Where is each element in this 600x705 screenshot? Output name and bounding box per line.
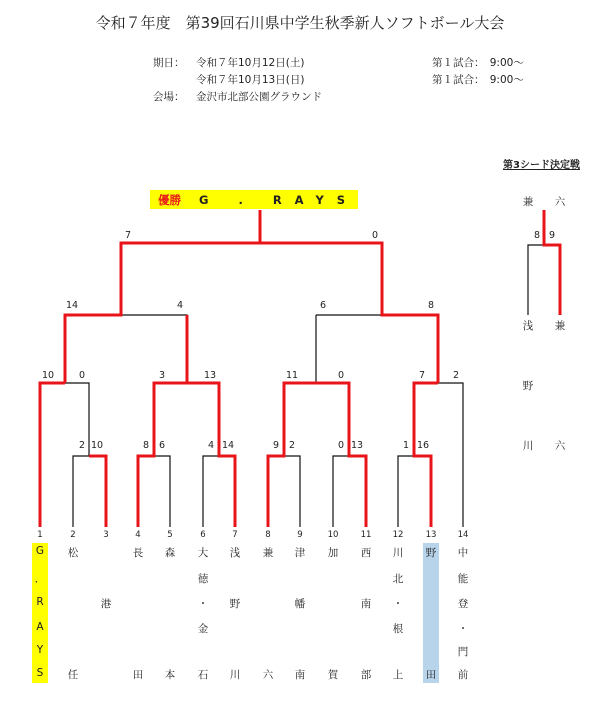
page-title: 令和７年度 第39回石川県中学生秋季新人ソフトボール大会 (95, 14, 505, 32)
team-name-char: 川 (229, 669, 241, 681)
bracket-lines (40, 243, 560, 527)
team-name-char: 野 (229, 598, 241, 610)
seed-left-char: 浅 (522, 320, 534, 332)
team-name-char: 大 (197, 547, 209, 559)
team-name-char: 徳 (197, 573, 209, 585)
team-name-char: ・ (392, 598, 404, 610)
r1-score: 4 (207, 440, 215, 451)
team-name-char: 長 (132, 547, 144, 559)
team-name-char: S (36, 667, 44, 679)
seed-score-left: 8 (533, 230, 541, 241)
quarter-score: 2 (452, 370, 460, 381)
semi-score: 6 (319, 300, 327, 311)
slot-number: 8 (265, 530, 271, 540)
slot-number: 2 (70, 530, 76, 540)
venue: 金沢市北部公園グラウンド (196, 91, 322, 103)
team-column (162, 543, 178, 683)
team-name-char: 田 (132, 669, 144, 681)
seed-score-right: 9 (548, 230, 556, 241)
r1-score: 8 (142, 440, 150, 451)
team-name-char: 賀 (327, 669, 339, 681)
venue-label: 会場： (153, 91, 185, 103)
slot-number: 13 (425, 530, 437, 540)
seed-match-title: 第3シード決定戦 (503, 160, 580, 171)
team-name-char: 前 (457, 669, 469, 681)
team-name-char: 石 (197, 669, 209, 681)
r1-score: 10 (90, 440, 104, 451)
slot-number: 11 (360, 530, 372, 540)
quarter-score: 0 (78, 370, 86, 381)
r1-score: 9 (272, 440, 280, 451)
team-name-char: 兼 (262, 547, 274, 559)
slot-number: 1 (37, 530, 43, 540)
team-name-char: Y (36, 644, 44, 656)
r1-score: 13 (350, 440, 364, 451)
r1-score: 2 (288, 440, 296, 451)
team-column (195, 543, 211, 683)
team-name-char: 中 (457, 547, 469, 559)
team-name-char: 任 (67, 669, 79, 681)
semi-score: 4 (176, 300, 184, 311)
team-name-char: 森 (164, 547, 176, 559)
slot-number: 6 (200, 530, 206, 540)
team-name-char: 南 (294, 669, 306, 681)
quarter-score: 7 (418, 370, 426, 381)
team-name-char: 本 (164, 669, 176, 681)
team-column (32, 543, 48, 683)
first-game-time-2: 第１試合： 9:00～ (432, 74, 524, 86)
team-name-char: 門 (457, 646, 469, 658)
quarter-score: 13 (203, 370, 217, 381)
final-score-right: 0 (371, 230, 379, 241)
team-name-char: 港 (100, 598, 112, 610)
quarter-score: 11 (285, 370, 299, 381)
seed-left-char: 川 (522, 440, 534, 452)
team-name-char: 川 (392, 547, 404, 559)
quarter-score: 0 (337, 370, 345, 381)
slot-number: 3 (103, 530, 109, 540)
r1-score: 16 (416, 440, 430, 451)
team-name-char: 上 (392, 669, 404, 681)
team-name-char: ・ (457, 623, 469, 635)
team-name-char: 六 (262, 669, 274, 681)
team-name-char: 津 (294, 547, 306, 559)
team-name-char: G (35, 545, 45, 557)
team-name-char: 野 (425, 547, 437, 559)
team-name-char: 松 (67, 547, 79, 559)
team-name-char: 加 (327, 547, 339, 559)
semi-score: 14 (65, 300, 79, 311)
r1-score: 6 (158, 440, 166, 451)
quarter-score: 10 (41, 370, 55, 381)
team-name-char: 南 (360, 598, 372, 610)
slot-number: 12 (392, 530, 404, 540)
slot-number: 4 (135, 530, 141, 540)
seed-right-char: 兼 (554, 320, 566, 332)
team-column (292, 543, 308, 683)
date-label: 期日： (153, 57, 185, 69)
team-name-char: 西 (360, 547, 372, 559)
team-name-char: 幡 (294, 598, 306, 610)
first-game-time-1: 第１試合： 9:00～ (432, 57, 524, 69)
team-name-char: 浅 (229, 547, 241, 559)
slot-number: 14 (457, 530, 469, 540)
winner-label: 優勝 (158, 192, 181, 207)
team-name-char: 登 (457, 598, 469, 610)
winner-team-name: G . RAYS (199, 192, 359, 207)
team-name-char: 金 (197, 623, 209, 635)
team-name-char: ． (34, 573, 46, 585)
team-column (260, 543, 276, 683)
team-name-char: 根 (392, 623, 404, 635)
seed-left-char: 野 (522, 380, 534, 392)
team-column (423, 543, 439, 683)
team-name-char: A (36, 621, 44, 633)
team-name-char: 能 (457, 573, 469, 585)
team-column (390, 543, 406, 683)
r1-score: 2 (78, 440, 86, 451)
team-name-char: R (36, 596, 44, 608)
date-1: 令和７年10月12日(土) (196, 57, 305, 69)
team-name-char: 北 (392, 573, 404, 585)
slot-number: 7 (232, 530, 238, 540)
team-column (130, 543, 146, 683)
slot-number: 9 (297, 530, 303, 540)
team-column (358, 543, 374, 683)
r1-score: 0 (337, 440, 345, 451)
quarter-score: 3 (158, 370, 166, 381)
seed-top-right: 六 (554, 196, 566, 208)
team-column (227, 543, 243, 683)
date-2: 令和７年10月13日(日) (196, 74, 305, 86)
team-column (65, 543, 81, 683)
team-name-char: ・ (197, 598, 209, 610)
r1-score: 14 (221, 440, 235, 451)
slot-number: 10 (327, 530, 339, 540)
slot-number: 5 (167, 530, 173, 540)
team-name-char: 部 (360, 669, 372, 681)
seed-top-left: 兼 (522, 196, 534, 208)
r1-score: 1 (402, 440, 410, 451)
final-score-left: 7 (124, 230, 132, 241)
team-column (455, 543, 471, 683)
team-column (98, 543, 114, 683)
semi-score: 8 (427, 300, 435, 311)
team-name-char: 田 (425, 669, 437, 681)
seed-right-char: 六 (554, 440, 566, 452)
team-column (325, 543, 341, 683)
